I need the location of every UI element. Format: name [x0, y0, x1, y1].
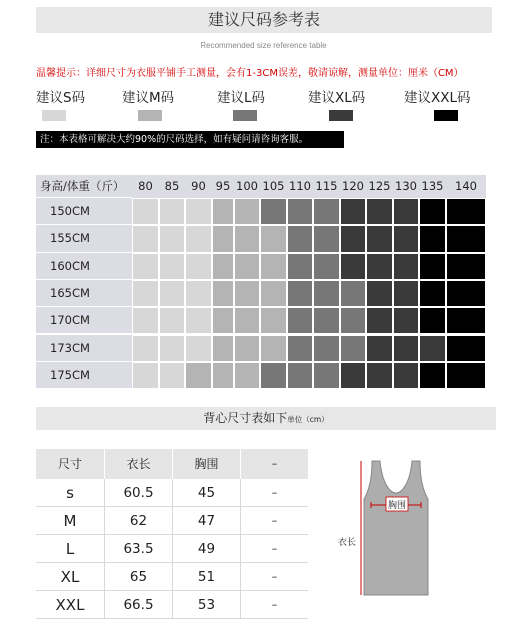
size-cell: [313, 307, 340, 334]
vest-illustration: [330, 455, 460, 605]
size-cell: [340, 280, 366, 307]
height-label: 155CM: [36, 225, 132, 252]
vest-header-cell: 衣长: [104, 449, 172, 479]
size-cell: [185, 280, 212, 307]
size-cell: [212, 198, 234, 225]
size-cell: [212, 225, 234, 252]
size-cell: [159, 362, 185, 389]
size-cell: [446, 198, 486, 225]
vest-cell: 49: [172, 535, 240, 563]
size-cell: [340, 362, 366, 389]
size-cell: [313, 280, 340, 307]
vest-cell: 47: [172, 507, 240, 535]
size-cell: [132, 362, 159, 389]
size-cell: [313, 225, 340, 252]
weight-header: 110: [289, 179, 311, 193]
size-cell: [212, 362, 234, 389]
size-cell: [340, 253, 366, 280]
size-cell: [260, 307, 287, 334]
height-label: 175CM: [36, 362, 132, 389]
vest-cell: XL: [36, 563, 104, 591]
vest-cell: 66.5: [104, 591, 172, 619]
size-cell: [234, 307, 260, 334]
size-cell: [366, 335, 393, 362]
page-subtitle: Recommended size reference table: [200, 41, 327, 50]
size-cell: [212, 280, 234, 307]
size-cell: [159, 307, 185, 334]
vest-title-text: 背心尺寸表如下: [203, 411, 288, 425]
length-label: 衣长: [337, 538, 357, 548]
size-cell: [419, 198, 446, 225]
legend-label: 建议XXL码: [404, 90, 471, 106]
height-label: 173CM: [36, 335, 132, 362]
weight-header: 80: [138, 179, 153, 193]
vest-cell: L: [36, 535, 104, 563]
legend-item: [36, 86, 85, 106]
size-cell: [446, 253, 486, 280]
size-cell: [393, 280, 419, 307]
size-cell: [159, 253, 185, 280]
size-cell: [313, 335, 340, 362]
size-cell: [287, 280, 313, 307]
vest-figure: [330, 455, 460, 609]
size-cell: [446, 280, 486, 307]
size-cell: [366, 362, 393, 389]
vest-header-cell: 尺寸: [36, 449, 104, 479]
size-cell: [393, 362, 419, 389]
size-cell: [234, 198, 260, 225]
legend-label: 建议L码: [217, 90, 266, 106]
size-cell: [260, 362, 287, 389]
vest-shape: [364, 461, 428, 595]
vest-cell: 51: [172, 563, 240, 591]
size-cell: [132, 280, 159, 307]
size-cell: [132, 335, 159, 362]
weight-header: 115: [315, 179, 338, 193]
vest-table-title: [36, 407, 496, 430]
size-cell: [393, 198, 419, 225]
size-cell: [132, 253, 159, 280]
size-cell: [132, 225, 159, 252]
size-cell: [313, 253, 340, 280]
size-cell: [393, 307, 419, 334]
weight-header: 135: [421, 179, 444, 193]
size-cell: [185, 198, 212, 225]
size-cell: [393, 253, 419, 280]
legend-swatch: [329, 110, 353, 121]
vest-header-cell: –: [240, 449, 308, 479]
vest-cell: –: [240, 535, 308, 563]
legend-label: 建议M码: [122, 90, 175, 106]
size-cell: [446, 362, 486, 389]
size-legend: [36, 86, 496, 126]
size-cell: [366, 280, 393, 307]
size-cell: [260, 198, 287, 225]
vest-cell: XXL: [36, 591, 104, 619]
vest-cell: 65: [104, 563, 172, 591]
size-cell: [419, 362, 446, 389]
size-cell: [419, 225, 446, 252]
vest-cell: –: [240, 563, 308, 591]
size-cell: [446, 307, 486, 334]
size-cell: [419, 335, 446, 362]
chest-label: 胸围: [387, 501, 407, 511]
size-cell: [446, 225, 486, 252]
legend-swatch: [42, 110, 66, 121]
size-cell: [446, 335, 486, 362]
size-cell: [340, 198, 366, 225]
weight-header: 130: [395, 179, 417, 193]
legend-item: [404, 86, 471, 106]
grid-corner-label: 身高/体重（斤）: [36, 175, 132, 198]
vest-cell: 63.5: [104, 535, 172, 563]
size-cell: [419, 253, 446, 280]
vest-cell: –: [240, 479, 308, 507]
size-cell: [260, 280, 287, 307]
legend-item: [122, 86, 174, 106]
weight-header: 100: [236, 179, 258, 193]
size-cell: [185, 225, 212, 252]
size-cell: [212, 253, 234, 280]
size-cell: [287, 225, 313, 252]
size-cell: [340, 225, 366, 252]
legend-item: [308, 86, 365, 106]
weight-header: 90: [191, 179, 206, 193]
vest-cell: –: [240, 591, 308, 619]
size-cell: [340, 307, 366, 334]
page-title: 建议尺码参考表: [36, 7, 492, 33]
height-label: 160CM: [36, 253, 132, 280]
size-cell: [212, 307, 234, 334]
size-cell: [234, 362, 260, 389]
size-cell: [212, 335, 234, 362]
size-cell: [234, 335, 260, 362]
size-cell: [260, 225, 287, 252]
vest-cell: 53: [172, 591, 240, 619]
weight-header: 125: [368, 179, 391, 193]
size-cell: [313, 198, 340, 225]
size-cell: [287, 362, 313, 389]
size-cell: [159, 198, 185, 225]
size-cell: [159, 280, 185, 307]
size-cell: [185, 307, 212, 334]
size-cell: [287, 307, 313, 334]
legend-swatch: [138, 110, 162, 121]
size-cell: [287, 335, 313, 362]
size-cell: [393, 335, 419, 362]
height-label: 150CM: [36, 198, 132, 225]
legend-swatch: [233, 110, 257, 121]
vest-cell: 62: [104, 507, 172, 535]
size-cell: [234, 280, 260, 307]
size-cell: [366, 307, 393, 334]
size-cell: [313, 362, 340, 389]
height-label: 165CM: [36, 280, 132, 307]
legend-item: [217, 86, 265, 106]
legend-label: 建议S码: [36, 90, 86, 106]
size-cell: [287, 253, 313, 280]
vest-unit-text: 单位（cm）: [287, 415, 329, 424]
vest-cell: 60.5: [104, 479, 172, 507]
size-cell: [366, 253, 393, 280]
notice-text: 温馨提示：详细尺寸为衣服平铺手工测量，会有1-3CM误差，敬请谅解，测量单位：厘米（CM）: [36, 68, 464, 79]
vest-cell: 45: [172, 479, 240, 507]
size-cell: [393, 225, 419, 252]
size-cell: [234, 225, 260, 252]
note-bar: 注：本表格可解决大约90%的尺码选择，如有疑问请咨询客服。: [36, 131, 344, 148]
weight-header: 140: [455, 179, 477, 193]
size-cell: [132, 307, 159, 334]
size-cell: [366, 225, 393, 252]
size-cell: [419, 307, 446, 334]
weight-header: 105: [262, 179, 285, 193]
weight-header: 95: [215, 179, 231, 193]
legend-label: 建议XL码: [308, 90, 366, 106]
size-cell: [185, 362, 212, 389]
size-cell: [340, 335, 366, 362]
vest-cell: s: [36, 479, 104, 507]
size-cell: [260, 335, 287, 362]
height-label: 170CM: [36, 307, 132, 334]
size-cell: [366, 198, 393, 225]
size-cell: [159, 335, 185, 362]
vest-cell: –: [240, 507, 308, 535]
size-cell: [185, 335, 212, 362]
size-cell: [159, 225, 185, 252]
size-cell: [419, 280, 446, 307]
weight-header: 85: [164, 179, 180, 193]
size-cell: [287, 198, 313, 225]
legend-swatch: [434, 110, 458, 121]
vest-header-cell: 胸围: [172, 449, 240, 479]
size-cell: [132, 198, 159, 225]
size-cell: [260, 253, 287, 280]
weight-header: 120: [342, 179, 364, 193]
vest-cell: M: [36, 507, 104, 535]
size-cell: [185, 253, 212, 280]
size-cell: [234, 253, 260, 280]
